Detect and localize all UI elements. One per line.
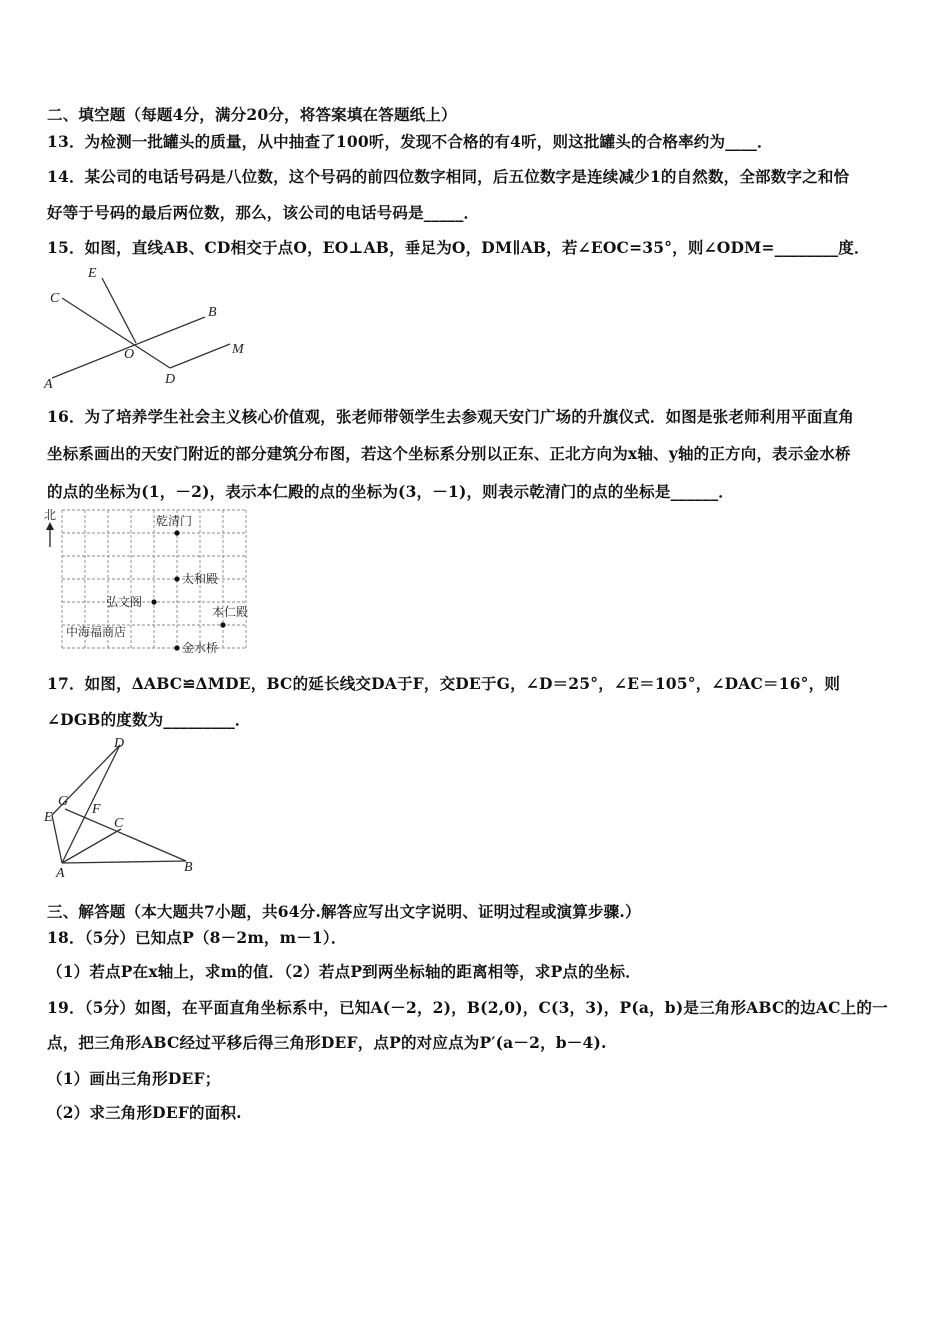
point-C-label: C <box>114 816 124 831</box>
point-F-label: F <box>92 802 101 817</box>
place-hongwenge: 弘文阁 <box>106 595 143 609</box>
point-C-label: C <box>50 291 60 306</box>
point-G-label: G <box>58 794 69 809</box>
question-19-line-1: 19．（5分）如图，在平面直角坐标系中，已知A(－2，2)，B(2,0)，C(3，3)，P(a，b)是三角形ABC的边AC上的一 <box>47 998 888 1017</box>
point-A-label: A <box>56 866 65 880</box>
point-B-label: B <box>208 305 217 320</box>
place-jinshuiqiao: 金水桥 <box>182 641 219 655</box>
point-E-label: E <box>44 810 53 825</box>
question-13: 13．为检测一批罐头的质量，从中抽查了100听，发现不合格的有4听，则这批罐头的合格率约为____． <box>47 132 773 151</box>
question-17-line-1: 17．如图，ΔABC≌ΔMDE，BC的延长线交DA于F，交DE于G，∠D＝25°，∠E＝105°，∠DAC＝16°，则 <box>47 674 841 693</box>
north-label: 北 <box>44 508 57 522</box>
question-19-part-1: （1）画出三角形DEF； <box>47 1069 221 1088</box>
question-18-subparts: （1）若点P在x轴上，求m的值．（2）若点P到两坐标轴的距离相等，求P点的坐标． <box>47 962 641 981</box>
question-19-line-2: 点，把三角形ABC经过平移后得三角形DEF，点P的对应点为P′(a－2，b－4). <box>47 1033 607 1052</box>
question-18: 18．（5分）已知点P（8－2m，m－1）． <box>47 928 347 947</box>
question-15: 15．如图，直线AB、CD相交于点O，EO⊥AB，垂足为O，DM∥AB，若∠EOC=35°，则∠ODM=________度． <box>47 238 870 257</box>
figure-15-lines-diagram <box>40 260 265 395</box>
point-B-label: B <box>184 860 193 875</box>
point-D-label: D <box>114 736 125 751</box>
figure-16-map-grid <box>40 505 255 655</box>
place-benrendian: 本仁殿 <box>212 605 249 619</box>
point-E-label: E <box>88 266 97 281</box>
point-D-label: D <box>165 372 176 387</box>
question-14-line-1: 14．某公司的电话号码是八位数，这个号码的前四位数字相同，后五位数字是连续减少1的自然数，全部数字之和恰 <box>47 167 850 186</box>
place-qianqingmen: 乾清门 <box>156 514 193 528</box>
point-A-label: A <box>44 377 53 392</box>
question-16-line-3: 的点的坐标为(1，－2)，表示本仁殿的点的坐标为(3，－1)，则表示乾清门的点的坐标是______． <box>47 482 734 501</box>
question-19-part-2: （2）求三角形DEF的面积. <box>47 1103 242 1122</box>
place-taihedian: 太和殿 <box>182 572 219 586</box>
point-O-label: O <box>124 347 135 362</box>
section-2-heading: 二、填空题（每题4分，满分20分，将答案填在答题纸上） <box>47 105 457 124</box>
question-16-line-1: 16．为了培养学生社会主义核心价值观，张老师带领学生去参观天安门广场的升旗仪式．如图是张老师利用平面直角 <box>47 407 854 426</box>
figure-17-triangles-diagram <box>40 735 210 880</box>
point-M-label: M <box>232 342 244 357</box>
question-17-line-2: ∠DGB的度数为_________． <box>47 710 251 729</box>
question-14-line-2: 好等于号码的最后两位数，那么，该公司的电话号码是_____． <box>47 203 480 222</box>
question-16-line-2: 坐标系画出的天安门附近的部分建筑分布图，若这个坐标系分别以正东、正北方向为x轴、y轴的正方向，表示金水桥 <box>47 444 851 463</box>
place-zhonghai-shop: 中海福商店 <box>66 625 127 639</box>
section-3-heading: 三、解答题（本大题共7小题，共64分.解答应写出文字说明、证明过程或演算步骤.） <box>47 902 641 921</box>
